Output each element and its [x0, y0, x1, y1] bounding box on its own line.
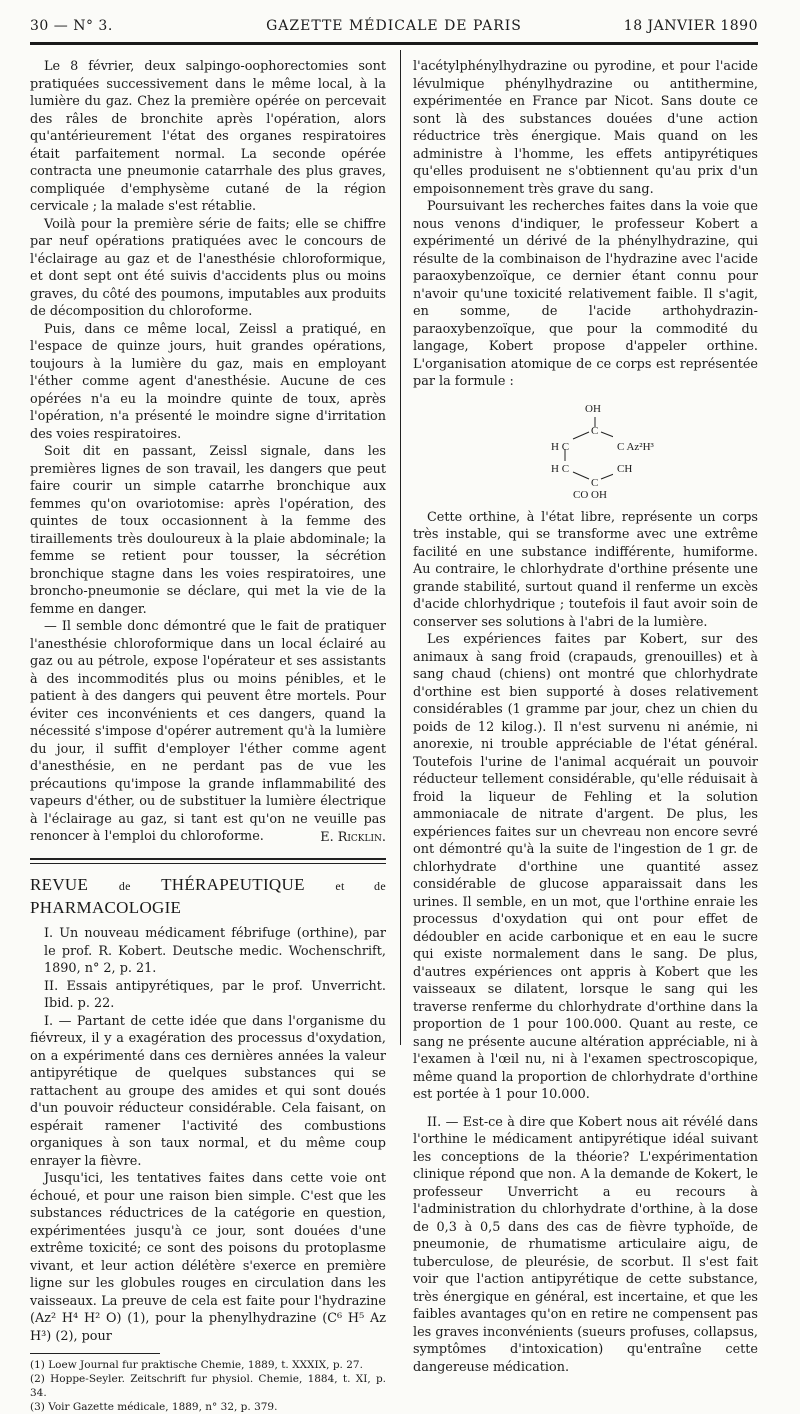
formula-atom: C — [591, 424, 599, 437]
section-title-part: THÉRAPEUTIQUE — [161, 875, 305, 894]
paragraph: Poursuivant les recherches faites dans la voie que nous venons d'indiquer, le professeur Kobert a expérimenté un dérivé de la phénylhydrazine, qui résulte de la combinaison de l'hydrazine avec l'acide paraoxybenzoïque, ce dernier étant connu pour n'avoir qu'une toxicité relativement faible. Il s'agit, en somme, de l'acide arthohydrazin-paraoxybenzoïque, que pour la commodité du langage, Kobert propose d'appeler orthine. L'organisation atomique de ce corps est représentée par la formule : — [413, 199, 758, 389]
paragraph: Le 8 février, deux salpingo-oophorectomies sont pratiquées successivement dans le même local, à la lumière du gaz. Chez la première opérée on percevait des râles de bronchite après l'opération, alors qu'antérieurement l'état des organes respiratoires était parfaitement normal. La seconde opérée contracta une pneumonie catarrhale des plus graves, compliquée d'emphysème cutané de la région cervicale ; la malade s'est rétablie. — [30, 59, 386, 214]
formula-atom: H C — [551, 440, 570, 453]
paragraph: Les expériences faites par Kobert, sur des animaux à sang froid (crapauds, grenouilles) et à sang chaud (chiens) ont montré que chlorhydrate d'orthine est bien supporté à doses relativement considérables (1 gramme par jour, chez un chien du poids de 12 kilog.). Il n'est survenu ni anémie, ni anorexie, ni trouble appréciable de l'état général. Toutefois l'urine de l'animal acquérait un pouvoir réducteur tellement considérable, qu'elle réduisait à froid la liqueur de Fehling et la solution ammoniacale de nitrate d'argent. De plus, les expériences faites sur un chevreau non encore sevré ont démontré qu'à la suite de l'ingestion de 1 gr. de chlorhydrate d'orthine une quantité assez considérable de glucose apparaissait dans les urines. Il semble, en un mot, que l'orthine enraie les processus d'oxydation qui ont pour effet de dédoubler en acide carbonique et en eau le sucre qui existe normalement dans le sang. De plus, d'autres expériences ont appris à Kobert que les vaisseaux se dilatent, lorsque le sang qui les traverse renferme du chlorhydrate d'orthine dans la proportion de 1 pour 100.000. Quant au reste, ce sang ne présente aucune altération appréciable, ni à l'examen à l'œil nu, ni à l'examen spectroscopique, même quand la proportion de chlorhydrate d'orthine est portée à 1 pour 10.000. — [413, 632, 758, 1102]
section-title — [30, 874, 386, 919]
right-column — [413, 58, 758, 1376]
paragraph: I. — Partant de cette idée que dans l'organisme du fiévreux, il y a exagération des processus d'oxydation, on a expérimenté dans ces dernières années la valeur antipyrétique de quelques substances qui se rattachent au groupe des amides et qui sont doués d'un pouvoir réducteur considérable. Cela faisant, on espérait ramener l'activité des combustions organiques à son taux normal, et du même coup enrayer la fièvre. — [30, 1013, 386, 1169]
chemical-formula — [413, 399, 758, 499]
header-rule — [30, 42, 758, 45]
reference: I. Un nouveau médicament fébrifuge (orthine), par le prof. R. Kobert. Deutsche medic. Wochenschrift, 1890, n° 2, p. 21. — [44, 926, 386, 976]
paragraph: — Il semble donc démontré que le fait de pratiquer l'anesthésie chloroformique dans un local éclairé au gaz ou au pétrole, expose l'opérateur et ses assistants à des incommodités plus ou moins pénibles, et le patient à des dangers qui peuvent être mortels. Pour éviter ces inconvénients et ces dangers, quand la nécessité s'impose d'opérer autrement qu'à la lumière du jour, il suffit d'employer l'éther comme agent d'anesthésie, en ne perdant pas de vue les précautions qu'impose la grande inflammabilité des vapeurs d'éther, ou de substituer la lumière électrique à l'éclairage au gaz, si tant est qu'on ne veuille pas renoncer à l'emploi du chloroforme. — [30, 619, 386, 844]
journal-title: GAZETTE MÉDICALE DE PARIS — [266, 18, 522, 34]
footnote: (1) Loew Journal fur praktische Chemie, 1889, t. XXXIX, p. 27. — [30, 1359, 363, 1371]
issue-date: 18 JANVIER 1890 — [623, 18, 758, 34]
formula-bonds — [413, 399, 613, 499]
section-title-part: REVUE — [30, 875, 89, 894]
formula-atom: CH — [617, 462, 633, 475]
paragraph: Cette orthine, à l'état libre, représente un corps très instable, qui se transforme avec une extrême facilité en une substance indifférente, humiforme. Au contraire, le chlorhydrate d'orthine présente une grande stabilité, surtout quand il renferme un excès d'acide chlorhydrique ; toutefois il faut avoir soin de conserver ses solutions à l'abri de la lumière. — [413, 509, 758, 630]
footnote: (2) Hoppe-Seyler. Zeitschrift fur physiol. Chemie, 1884, t. XI, p. 34. — [30, 1373, 386, 1399]
paragraph: II. — Est-ce à dire que Kobert nous ait révélé dans l'orthine le médicament antipyrétique idéal suivant les conceptions de la théorie? L'expérimentation clinique répond que non. A la demande de Kokert, le professeur Unverricht a eu recours à l'administration du chlorhydrate d'orthine, à la dose de 0,3 à 0,5 dans des cas de fièvre typhoïde, de pneumonie, de rhumatisme articulaire aigu, de tuberculose, de pleurésie, de scorbut. Il s'est fait voir que l'action antipyrétique de cette substance, très énergique en général, est incertaine, et que les faibles avantages qu'on en retire ne compensent pas les graves inconvénients (sueurs profuses, collapsus, symptômes d'intoxication) qu'entraîne cette dangereuse médication. — [413, 1114, 758, 1375]
page-header — [30, 14, 758, 42]
page-number: 30 — N° 3. — [30, 18, 113, 34]
formula-atom: C — [591, 476, 599, 489]
formula-atom: CO OH — [573, 488, 607, 501]
footnote-rule — [30, 1353, 160, 1354]
formula-atom: C Az²H³ — [617, 440, 654, 453]
paragraph: l'acétylphénylhydrazine ou pyrodine, et pour l'acide lévulmique phénylhydrazine ou antithermine, expérimentée en France par Nicot. Sans doute ce sont là des substances douées d'une action réductrice très énergique. Mais quand on les administre à l'homme, les effets antipyrétiques qu'elles produisent ne s'obtiennent qu'au prix d'un empoisonnement très grave du sang. — [413, 59, 758, 197]
signature: E. Ricklin. — [320, 829, 386, 845]
paragraph: Soit dit en passant, Zeissl signale, dans les premières lignes de son travail, les dangers que peut faire courir un simple catarrhe bronchique aux femmes qu'on ovariotomise: après l'opération, des quintes de toux occasionnent à la femme des tiraillements très douloureux à la plaie abdominale; la femme se retient pour tousser, la sécrétion bronchique stagne dans les voies respiratoires, une broncho-pneumonie se déclare, qui met la vie de la femme en danger. — [30, 444, 386, 617]
paragraph: Voilà pour la première série de faits; elle se chiffre par neuf opérations pratiquées avec le concours de l'éclairage au gaz et de l'anesthésie chloroformique, et dont sept ont été suivis d'accidents plus ou moins graves, du côté des poumons, imputables aux produits de décomposition du chloroforme. — [30, 216, 386, 319]
column-divider — [400, 50, 401, 1045]
paragraph: Puis, dans ce même local, Zeissl a pratiqué, en l'espace de quinze jours, huit grandes opérations, toujours à la lumière du gaz, mais en employant l'éther comme agent d'anesthésie. Aucune de ces opérées n'a eu la moindre quinte de toux, après l'opération, n'a présenté le moindre signe d'irritation des voies respiratoires. — [30, 321, 386, 442]
left-column — [30, 58, 386, 1414]
paragraph: Jusqu'ici, les tentatives faites dans cette voie ont échoué, et pour une raison bien simple. C'est que les substances réductrices de la catégorie en question, expérimentées jusqu'à ce jour, sont douées d'une extrême toxicité; ce sont des poisons du protoplasme vivant, et leur action délétère s'exerce en première ligne sur les globules rouges en circulation dans les vaisseaux. La preuve de cela est faite pour l'hydrazine (Az² H⁴ H² O) (1), pour la phenylhydrazine (C⁶ H⁵ Az H³) (2), pour — [30, 1171, 386, 1344]
reference: II. Essais antipyrétiques, par le prof. Unverricht. Ibid. p. 22. — [44, 978, 386, 1011]
formula-atom: H C — [551, 462, 570, 475]
section-title-part: et de — [335, 879, 386, 893]
section-title-part: de — [118, 879, 131, 893]
footnote: (3) Voir Gazette médicale, 1889, n° 32, p. 379. — [30, 1401, 278, 1413]
formula-atom: OH — [585, 402, 601, 415]
section-title-part: PHARMACOLOGIE — [30, 898, 182, 917]
section-rule — [30, 858, 386, 864]
footnotes — [30, 1358, 386, 1414]
